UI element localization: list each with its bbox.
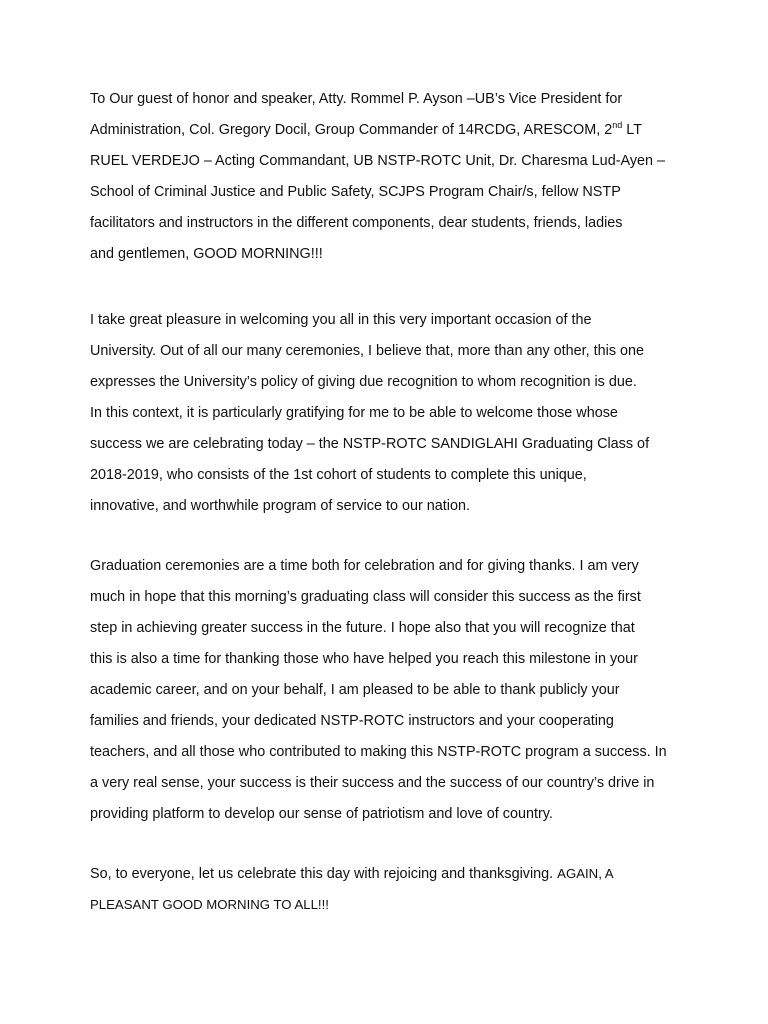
superscript: nd <box>612 120 623 131</box>
text-line: families and friends, your dedicated NSTP-ROTC instructors and your cooperating <box>90 713 614 729</box>
text-line: teachers, and all those who contributed to making this NSTP-ROTC program a success. In <box>90 744 667 760</box>
closing-caps: AGAIN, A <box>557 866 614 881</box>
text-line: Administration, Col. Gregory Docil, Group Commander of 14RCDG, ARESCOM, 2nd LT <box>90 120 642 138</box>
text-line: In this context, it is particularly gratifying for me to be able to welcome those whose <box>90 405 618 421</box>
text-line: success we are celebrating today – the NSTP-ROTC SANDIGLAHI Graduating Class of <box>90 436 650 452</box>
text-line: expresses the University’s policy of giving due recognition to whom recognition is due. <box>90 374 637 390</box>
text-line: To Our guest of honor and speaker, Atty. Rommel P. Ayson –UB’s Vice President for <box>90 91 623 107</box>
text-line: University. Out of all our many ceremonies, I believe that, more than any other, this one <box>90 343 645 359</box>
text-line: providing platform to develop our sense of patriotism and love of country. <box>90 806 553 822</box>
text-line: RUEL VERDEJO – Acting Commandant, UB NSTP-ROTC Unit, Dr. Charesma Lud-Ayen – <box>90 153 666 169</box>
text-line: facilitators and instructors in the different components, dear students, friends, ladies <box>90 215 623 231</box>
text-line: step in achieving greater success in the future. I hope also that you will recognize that <box>90 620 635 636</box>
text-line: innovative, and worthwhile program of service to our nation. <box>90 498 470 514</box>
text-line: a very real sense, your success is their success and the success of our country’s drive in <box>90 775 655 791</box>
text-line: Graduation ceremonies are a time both for celebration and for giving thanks. I am very <box>90 558 639 574</box>
text-line: School of Criminal Justice and Public Safety, SCJPS Program Chair/s, fellow NSTP <box>90 184 621 200</box>
text-line: 2018-2019, who consists of the 1st cohort of students to complete this unique, <box>90 467 587 483</box>
text-line: So, to everyone, let us celebrate this day with rejoicing and thanksgiving. AGAIN, A <box>90 866 614 882</box>
text-line: I take great pleasure in welcoming you all in this very important occasion of the <box>90 312 592 328</box>
text-line: PLEASANT GOOD MORNING TO ALL!!! <box>90 897 329 912</box>
text-line: academic career, and on your behalf, I am pleased to be able to thank publicly your <box>90 682 620 698</box>
text-line: this is also a time for thanking those who have helped you reach this milestone in your <box>90 651 638 667</box>
text-line: much in hope that this morning’s graduating class will consider this success as the first <box>90 589 641 605</box>
text-line: and gentlemen, GOOD MORNING!!! <box>90 246 323 262</box>
